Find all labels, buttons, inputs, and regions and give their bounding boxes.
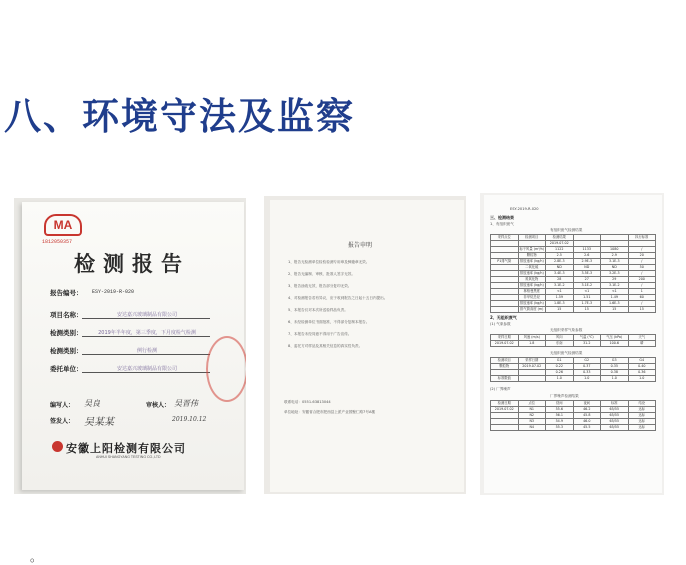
table-cell: 1080 [601, 247, 629, 253]
emission-table [490, 234, 656, 313]
table-cell: 排放速率 (kg/h) [519, 259, 544, 263]
table-cell: 1.8E-3 [546, 301, 574, 307]
result-tables-paper [484, 195, 662, 493]
field-value: 例行检测 [136, 348, 157, 354]
table-cell: P1排气筒 [491, 259, 519, 265]
field-label: 委托单位： [50, 365, 83, 373]
table-cell: 15 [628, 307, 656, 313]
table-cell: 检测日期 [491, 401, 519, 407]
table-cell: 达标 [628, 425, 656, 431]
declaration-title: 报告申明 [348, 242, 373, 249]
table-cell: 氮氧化物 [518, 277, 546, 283]
table-cell: 15 [601, 307, 629, 313]
table-cell: 气压 (kPa) [601, 335, 629, 341]
table-cell: 风向 [546, 335, 574, 341]
declaration-item: 1、报告无检测单位检验检测专用章及骑缝章无效。 [288, 260, 370, 264]
table-cell: 29 [601, 277, 629, 283]
table-cell: 检测项目 [518, 235, 546, 241]
table-cell: 夜间 [573, 401, 601, 407]
table-cell: 3.1E-3 [601, 259, 629, 265]
table-cell: N4 [518, 425, 546, 431]
report-cover-paper [22, 202, 244, 490]
weather-table [490, 334, 656, 347]
table-cell: 2.5 [546, 253, 574, 259]
table-cell: 2.6 [573, 253, 601, 259]
table-cell: 56.1 [546, 413, 574, 419]
section-subtitle: 1、有组织废气 [490, 222, 514, 226]
table-cell: G1 [546, 358, 574, 364]
table-cell [491, 425, 519, 431]
table-row [491, 425, 656, 431]
field-underline [82, 336, 210, 337]
table-row [491, 307, 656, 313]
table-cell: 15 [546, 307, 574, 313]
company-subtitle: ANHUI SHANGYANG TESTING CO.,LTD [96, 455, 161, 459]
signature: 吴晋伟 [174, 399, 198, 408]
table-cell: 0.38 [601, 370, 629, 376]
table-cell: <1 [546, 289, 574, 295]
table-cell: 采样点位 [491, 235, 519, 241]
table-cell: 排放速率 (kg/h) [519, 301, 544, 305]
table-cell: 3.4E-3 [546, 271, 574, 277]
table-cell: 65/55 [601, 425, 629, 431]
table-cell: 晴 [628, 341, 656, 347]
table-cell: 1.0 [628, 376, 656, 382]
fugitive-table [490, 357, 656, 382]
report-cover-photo [14, 198, 246, 494]
signature-label: 审核人： [146, 402, 171, 409]
table-cell: 46.0 [573, 419, 601, 425]
table-cell [518, 376, 546, 382]
table-cell: 昼间 [546, 401, 574, 407]
table-cell: 排放速率 (kg/h) [519, 283, 544, 287]
table-cell: 气温 (℃) [573, 335, 601, 341]
table-cell: 检测结果 [546, 235, 574, 241]
table-cell: / [628, 271, 656, 277]
table-cell: 采样日期 [491, 335, 519, 341]
declaration-phone: 联系电话：0551-63813044 [284, 400, 331, 404]
table-cell: ND [573, 265, 601, 271]
company-name: 安徽上阳检测有限公司 [66, 442, 186, 455]
table-cell: 1.7E-3 [573, 301, 601, 307]
field-label: 检测类别： [50, 347, 83, 355]
field-label: 项目名称： [50, 311, 83, 319]
table-cell: <1 [601, 289, 629, 295]
section-subtitle: (2) 厂界噪声 [490, 387, 511, 391]
table-cell: 3.5E-3 [573, 271, 601, 277]
table-cell: <1 [573, 289, 601, 295]
section-title: 三、检测结果 [490, 215, 514, 220]
report-number: ESY-2019-R-020 [510, 207, 539, 211]
table-cell: 65/55 [601, 419, 629, 425]
page-heading: 八、环境守法及监察 [4, 95, 355, 138]
table-cell: 排气筒高度 (m) [518, 307, 546, 313]
table-cell: 非甲烷总烃 [518, 295, 546, 301]
table-cell: 15 [573, 307, 601, 313]
table-cell: 标准限值 [491, 376, 519, 382]
table-cell: 2019.07.02 [546, 241, 574, 247]
table-cell: 2019.07.02 [491, 341, 519, 347]
field-value: ESY-2019-R-020 [92, 289, 135, 295]
table-cell: 2.9E-3 [573, 259, 601, 265]
field-value: 安达嘉兴玻璃制品有限公司 [116, 366, 177, 372]
report-title: 检测报告 [74, 252, 190, 276]
table-cell: 31.2 [573, 341, 601, 347]
table-cell: N3 [518, 419, 546, 425]
section-title: 2、无组织废气 [490, 315, 517, 320]
table-row [491, 376, 656, 382]
table-cell: 检测项目 [491, 358, 519, 364]
table-cell: 1 [628, 289, 656, 295]
table-cell: 天气 [628, 335, 656, 341]
field-underline [82, 354, 210, 355]
table-cell: 0.35 [601, 364, 629, 370]
table-cell: 55.6 [546, 407, 574, 413]
field-underline [82, 318, 210, 319]
declaration-item: 2、报告无编制、审核、批准人签字无效。 [288, 272, 355, 276]
table-cell: 标准 [601, 401, 629, 407]
table-cell: 1.51 [573, 295, 601, 301]
declaration-item: 4、对检测报告若有异议，应于收到报告之日起十五日内提出。 [288, 296, 388, 300]
table-caption: 有组织废气检测结果 [550, 228, 583, 232]
report-declaration-photo [264, 196, 466, 494]
table-cell: 二氧化硫 [518, 265, 546, 271]
table-cell: 2019.07.02 [518, 364, 546, 370]
table-cell: 执行标准 [628, 235, 656, 241]
declaration-paper [270, 200, 464, 492]
table-cell: 1.8 [518, 341, 546, 347]
table-cell: / [628, 247, 656, 253]
table-cell: N2 [518, 413, 546, 419]
table-cell [491, 307, 519, 313]
table-cell: / [628, 259, 656, 265]
table-cell: 点位 [518, 401, 546, 407]
field-label: 报告编号： [50, 289, 83, 297]
table-cell: 0.22 [546, 364, 574, 370]
table-caption: 厂界噪声检测结果 [550, 394, 579, 398]
table-cell: 54.9 [546, 419, 574, 425]
table-cell: 达标 [628, 413, 656, 419]
signature-label: 编写人： [50, 402, 75, 409]
declaration-address: 单位地址：安徽省合肥市肥西县上派产业园聚仁路7号A楼 [284, 410, 375, 414]
company-logo-icon [52, 441, 63, 452]
cma-number: 1812050357 [42, 239, 73, 245]
table-caption: 无组织废气检测结果 [550, 351, 583, 355]
signature: 吴良 [84, 399, 100, 408]
cma-logo: MA [44, 214, 82, 236]
table-cell: 45.8 [573, 413, 601, 419]
table-cell: 200 [628, 277, 656, 283]
table-cell: 1.59 [546, 295, 574, 301]
noise-table [490, 400, 656, 431]
table-cell: 28 [546, 277, 574, 283]
table-cell: 3.1E-2 [546, 283, 574, 289]
table-cell: 55.3 [546, 425, 574, 431]
table-cell: 3.2E-3 [601, 271, 629, 277]
table-cell: 1.6E-3 [601, 301, 629, 307]
declaration-item: 7、本报告未经同意不得用于广告宣传。 [288, 332, 352, 336]
field-value: 2019年半年度，第三季度，下月度检气检测 [98, 330, 196, 336]
table-cell: 达标 [628, 419, 656, 425]
section-subtitle: (1) 气象参数 [490, 322, 511, 326]
table-cell: 林格曼黑度 [518, 289, 546, 295]
declaration-item: 6、未经检测单位书面批准，不得部分复制本报告。 [288, 320, 370, 324]
table-cell: 27 [573, 277, 601, 283]
signature: 吴某某 [84, 417, 114, 428]
seal-stamp [206, 336, 246, 402]
table-cell: 颗粒物 [491, 364, 519, 370]
table-cell: 1.0 [601, 376, 629, 382]
table-cell: G2 [573, 358, 601, 364]
bullet-mark: 。 [30, 550, 43, 564]
field-value: 安达嘉兴玻璃制品有限公司 [116, 312, 177, 318]
table-cell: 0.36 [628, 370, 656, 376]
table-cell: 标干风量 (m³/h) [519, 247, 545, 251]
table-cell: 1133 [573, 247, 601, 253]
table-cell: 0.37 [573, 364, 601, 370]
table-caption: 无组织采样气象参数 [550, 328, 583, 332]
table-cell: N1 [518, 407, 546, 413]
table-cell: / [628, 283, 656, 289]
table-cell: 3.1E-2 [601, 283, 629, 289]
field-label: 检测类别： [50, 329, 83, 337]
table-cell: 1.0 [546, 376, 574, 382]
table-cell: 结论 [628, 401, 656, 407]
table-row [491, 341, 656, 347]
table-cell: 1.49 [601, 295, 629, 301]
table-cell: 2.8E-3 [546, 259, 574, 265]
table-cell: 20 [628, 253, 656, 259]
field-underline [82, 372, 210, 373]
sign-date: 2019.10.12 [172, 416, 207, 423]
table-cell: G4 [628, 358, 656, 364]
table-cell: ND [546, 265, 574, 271]
table-cell: 2.9 [601, 253, 629, 259]
table-cell: 65/55 [601, 407, 629, 413]
table-cell: 0.33 [573, 370, 601, 376]
table-cell: 50 [628, 265, 656, 271]
table-cell: G3 [601, 358, 629, 364]
table-cell: ND [601, 265, 629, 271]
table-cell: 100.6 [601, 341, 629, 347]
table-cell: 46.2 [573, 407, 601, 413]
result-tables-photo [480, 193, 664, 495]
table-cell: 颗粒物 [518, 253, 546, 259]
table-cell: 东南 [546, 341, 574, 347]
signature-label: 签发人： [50, 418, 75, 425]
table-cell: / [628, 301, 656, 307]
declaration-item: 3、报告涂改无效，报告部分复印无效。 [288, 284, 352, 288]
table-cell: 排放速率 (kg/h) [519, 271, 544, 275]
declaration-item: 8、委托方对样品及其相关信息的真实性负责。 [288, 344, 363, 348]
table-cell: 3.1E-2 [573, 283, 601, 289]
table-cell: 60 [628, 295, 656, 301]
table-cell: 45.5 [573, 425, 601, 431]
table-cell: 0.26 [546, 370, 574, 376]
table-cell: 1.0 [573, 376, 601, 382]
table-cell: 1122 [546, 247, 574, 253]
table-cell: 达标 [628, 407, 656, 413]
table-cell: 采样日期 [518, 358, 546, 364]
table-cell: 风速 (m/s) [518, 335, 546, 341]
table-cell: 2019.07.02 [491, 407, 519, 413]
table-cell: 65/55 [601, 413, 629, 419]
declaration-item: 5、本报告仅对本次所送检样品负责。 [288, 308, 348, 312]
table-cell: 0.40 [628, 364, 656, 370]
